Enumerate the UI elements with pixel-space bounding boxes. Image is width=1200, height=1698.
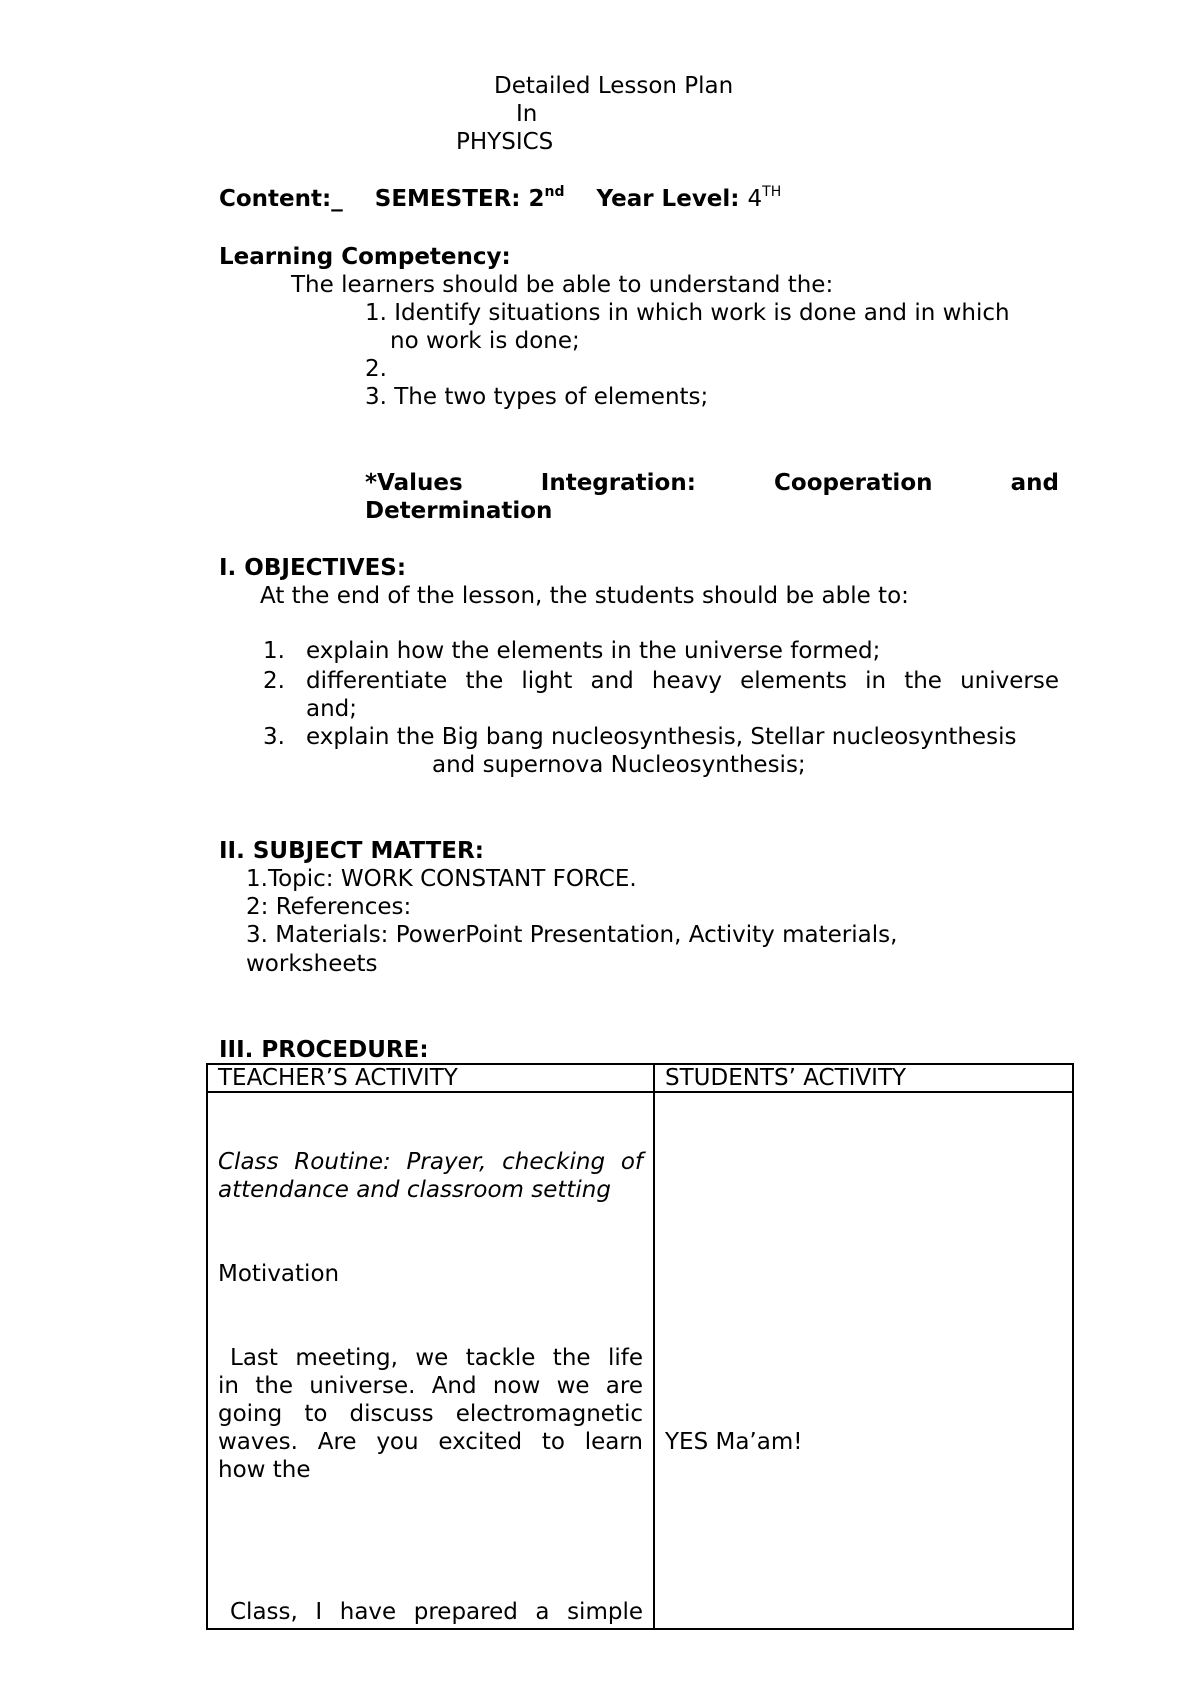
competency-item-3: 3. The two types of elements; xyxy=(365,384,709,410)
subject-matter-line-1: 1.Topic: WORK CONSTANT FORCE. xyxy=(246,866,637,892)
competency-item-2: 2. xyxy=(365,356,387,382)
teacher-activity-header: TEACHER’S ACTIVITY xyxy=(207,1064,654,1092)
subject-matter-heading: II. SUBJECT MATTER: xyxy=(219,838,484,864)
values-word-1: *Values xyxy=(365,470,463,496)
title-line-3: PHYSICS xyxy=(456,129,554,155)
subject-matter-line-3: 3. Materials: PowerPoint Presentation, Activity materials, xyxy=(246,922,898,948)
procedure-body-row xyxy=(207,1092,1073,1629)
semester-label: SEMESTER: 2 xyxy=(374,186,545,212)
content-label: Content:_ xyxy=(219,186,343,212)
subject-matter-line-2: 2: References: xyxy=(246,894,412,920)
year-level-superscript: TH xyxy=(762,184,782,200)
year-level-value: 4 xyxy=(747,186,763,212)
teacher-paragraph-line-5: how the xyxy=(218,1457,311,1483)
objective-1-number: 1. xyxy=(263,638,285,664)
procedure-heading: III. PROCEDURE: xyxy=(219,1037,429,1063)
objective-2-number: 2. xyxy=(263,668,285,694)
values-integration-line xyxy=(365,469,1059,497)
meta-line xyxy=(219,185,781,213)
students-activity-header: STUDENTS’ ACTIVITY xyxy=(654,1064,1073,1092)
subject-matter-line-4: worksheets xyxy=(246,951,378,977)
objectives-intro: At the end of the lesson, the students should be able to: xyxy=(260,583,909,609)
class-routine xyxy=(218,1148,643,1176)
competency-item-1: 1. Identify situations in which work is done and in which xyxy=(365,300,1010,326)
competency-intro: The learners should be able to understand the: xyxy=(291,272,834,298)
class-routine-line-1: Class Routine: Prayer, checking of xyxy=(218,1149,643,1175)
semester-superscript: nd xyxy=(544,184,565,200)
objectives-heading: I. OBJECTIVES: xyxy=(219,555,407,581)
teacher-closing-line: Class, I have prepared a simple xyxy=(230,1599,643,1625)
competency-heading: Learning Competency: xyxy=(219,244,511,270)
student-reply: YES Ma’am! xyxy=(665,1429,803,1455)
teacher-paragraph xyxy=(218,1344,643,1484)
objective-1-text: explain how the elements in the universe formed; xyxy=(306,638,881,664)
objective-3-text: explain the Big bang nucleosynthesis, Stellar nucleosynthesis xyxy=(306,724,1017,750)
title-line-2: In xyxy=(516,101,538,127)
objective-3-number: 3. xyxy=(263,724,285,750)
values-word-2: Integration: xyxy=(540,470,696,496)
competency-item-1-cont: no work is done; xyxy=(390,328,580,354)
values-word-4: and xyxy=(1010,470,1059,496)
objective-2-text-cont: and; xyxy=(306,696,358,722)
values-word-3: Cooperation xyxy=(774,470,933,496)
teacher-paragraph-line-3: going to discuss electromagnetic xyxy=(218,1401,643,1427)
procedure-header-row xyxy=(207,1064,1073,1092)
teacher-paragraph-line-4: waves. Are you excited to learn xyxy=(218,1429,643,1455)
teacher-paragraph-line-1: Last meeting, we tackle the life xyxy=(230,1345,643,1371)
objective-3-text-cont: and supernova Nucleosynthesis; xyxy=(432,752,806,778)
teacher-activity-cell xyxy=(207,1092,654,1629)
title-line-1: Detailed Lesson Plan xyxy=(494,73,734,99)
values-integration-line-2: Determination xyxy=(365,498,553,524)
students-activity-cell xyxy=(654,1092,1073,1629)
year-level-label: Year Level: xyxy=(596,186,740,212)
teacher-paragraph-line-2: in the universe. And now we are xyxy=(218,1373,643,1399)
motivation-label: Motivation xyxy=(218,1261,340,1287)
objective-2-text: differentiate the light and heavy elements in the universe xyxy=(306,668,1059,694)
class-routine-line-2: attendance and classroom setting xyxy=(218,1177,611,1203)
procedure-table xyxy=(206,1063,1074,1630)
